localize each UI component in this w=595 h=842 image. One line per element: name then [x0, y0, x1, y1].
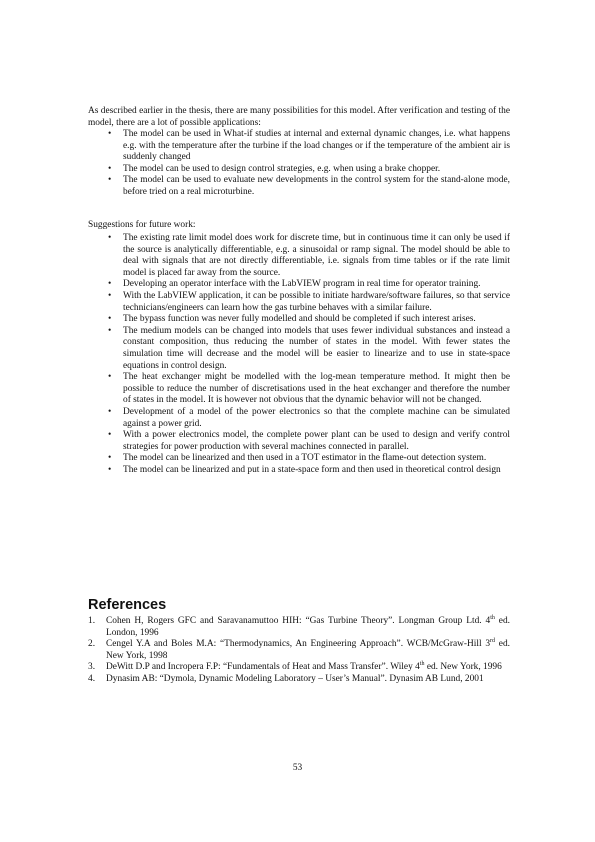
future-work-item	[88, 279, 510, 291]
reference-text: DeWitt D.P and Incropera F.P: “Fundamentals of Heat and Mass Transfer”. Wiley 4	[106, 662, 420, 673]
bullet-icon: •	[108, 406, 112, 417]
reference-number: 2.	[88, 639, 96, 650]
future-work-item	[88, 326, 510, 372]
bullet-icon: •	[108, 464, 112, 475]
reference-text-tail: ed. New York, 1996	[424, 662, 502, 673]
reference-text-tail: ed. New York, 1998	[106, 639, 510, 661]
references-list	[88, 616, 510, 686]
bullet-icon: •	[108, 175, 112, 186]
bullet-icon: •	[108, 430, 112, 441]
future-work-item	[88, 291, 510, 314]
intro-paragraph: As described earlier in the thesis, there are many possibilities for this model. After verification and testing of the model, there are a lot of possible applications:	[88, 106, 510, 128]
future-work-list	[88, 233, 510, 476]
reference-text-tail: ed. London, 1996	[106, 616, 510, 638]
reference-item	[88, 616, 510, 639]
reference-number: 3.	[88, 662, 96, 673]
future-work-text: The heat exchanger might be modelled with the log-mean temperature method. It might then be possible to reduce the number of discretisations used in the heat exchanger and therefore the number of states in the model. It is however not obvious that the dynamic behavior will not be changed.	[123, 372, 510, 406]
references-heading: References	[88, 597, 167, 613]
future-work-item	[88, 314, 510, 326]
bullet-icon: •	[108, 372, 112, 383]
reference-text: Dynasim AB: “Dymola, Dynamic Modeling Laboratory – User’s Manual”. Dynasim AB Lund, 2001	[106, 673, 484, 684]
future-work-text: The bypass function was never fully modelled and should be completed if such interest arises.	[123, 314, 476, 325]
application-item	[88, 175, 510, 198]
future-work-text: The model can be linearized and then used in a TOT estimator in the flame-out detection system.	[123, 453, 487, 464]
bullet-icon: •	[108, 129, 112, 139]
reference-number: 1.	[88, 616, 96, 626]
future-work-item	[88, 407, 510, 430]
future-work-title: Suggestions for future work:	[88, 220, 196, 230]
bullet-icon: •	[108, 325, 112, 336]
application-item	[88, 164, 510, 176]
bullet-icon: •	[108, 279, 112, 290]
future-work-item	[88, 430, 510, 453]
future-work-item	[88, 233, 510, 279]
application-text: The model can be used to evaluate new developments in the control system for the stand-alone mode, before tried on a real microturbine.	[123, 175, 510, 197]
future-work-item	[88, 372, 510, 407]
bullet-icon: •	[108, 453, 112, 464]
bullet-icon: •	[108, 233, 112, 243]
reference-item	[88, 674, 510, 686]
bullet-icon: •	[108, 314, 112, 325]
future-work-text: The model can be linearized and put in a state-space form and then used in theoretical control design	[123, 464, 501, 475]
reference-item	[88, 662, 510, 674]
page-number: 53	[292, 763, 303, 773]
future-work-text: Development of a model of the power electronics so that the complete machine can be simulated against a power grid.	[123, 406, 510, 429]
reference-text: Cohen H, Rogers GFC and Saravanamuttoo HIH: “Gas Turbine Theory”. Longman Group Ltd. 4	[106, 616, 491, 626]
future-work-text: Developing an operator interface with the LabVIEW program in real time for operator training.	[123, 279, 481, 290]
future-work-text: The existing rate limit model does work for discrete time, but in continuous time it can only be used if the source is analytically differentiable, e.g. a sinusoidal or ramp signal. The model should be able to deal with signals that are not directly differentiable, i.e. signals from time tables or if the rate limit model is placed far away from the source.	[123, 233, 510, 278]
future-work-text: With a power electronics model, the complete power plant can be used to design and verify control strategies for power production with several machines connected in parallel.	[123, 430, 510, 452]
reference-item	[88, 639, 510, 662]
future-work-text: With the LabVIEW application, it can be possible to initiate hardware/software failures, so that service technicians/engineers can learn how the gas turbine behaves with a similar failure.	[123, 290, 510, 313]
application-text: The model can be used to design control strategies, e.g. when using a brake chopper.	[123, 163, 441, 174]
reference-number: 4.	[88, 673, 96, 684]
bullet-icon: •	[108, 163, 112, 174]
future-work-item	[88, 453, 510, 465]
applications-list	[88, 129, 510, 199]
application-text: The model can be used in What-if studies at internal and external dynamic changes, i.e. what happens e.g. with the temperature after the turbine if the load changes or if the temperature of the ambient air is suddenly changed	[123, 129, 510, 163]
future-work-item	[88, 465, 510, 477]
bullet-icon: •	[108, 290, 112, 301]
reference-text: Cengel Y.A and Boles M.A: “Thermodynamics, An Engineering Approach”. WCB/McGraw-Hill 3	[106, 639, 491, 650]
reference-superscript: rd	[490, 638, 496, 645]
application-item	[88, 129, 510, 164]
reference-superscript: th	[490, 614, 495, 621]
future-work-text: The medium models can be changed into models that uses fewer individual substances and instead a constant composition, thus reducing the number of states in the model. With fewer states the simulation time will decrease and the model will be easier to linearize and to use in state-space equations in control design.	[123, 325, 510, 371]
reference-superscript: th	[419, 661, 425, 668]
